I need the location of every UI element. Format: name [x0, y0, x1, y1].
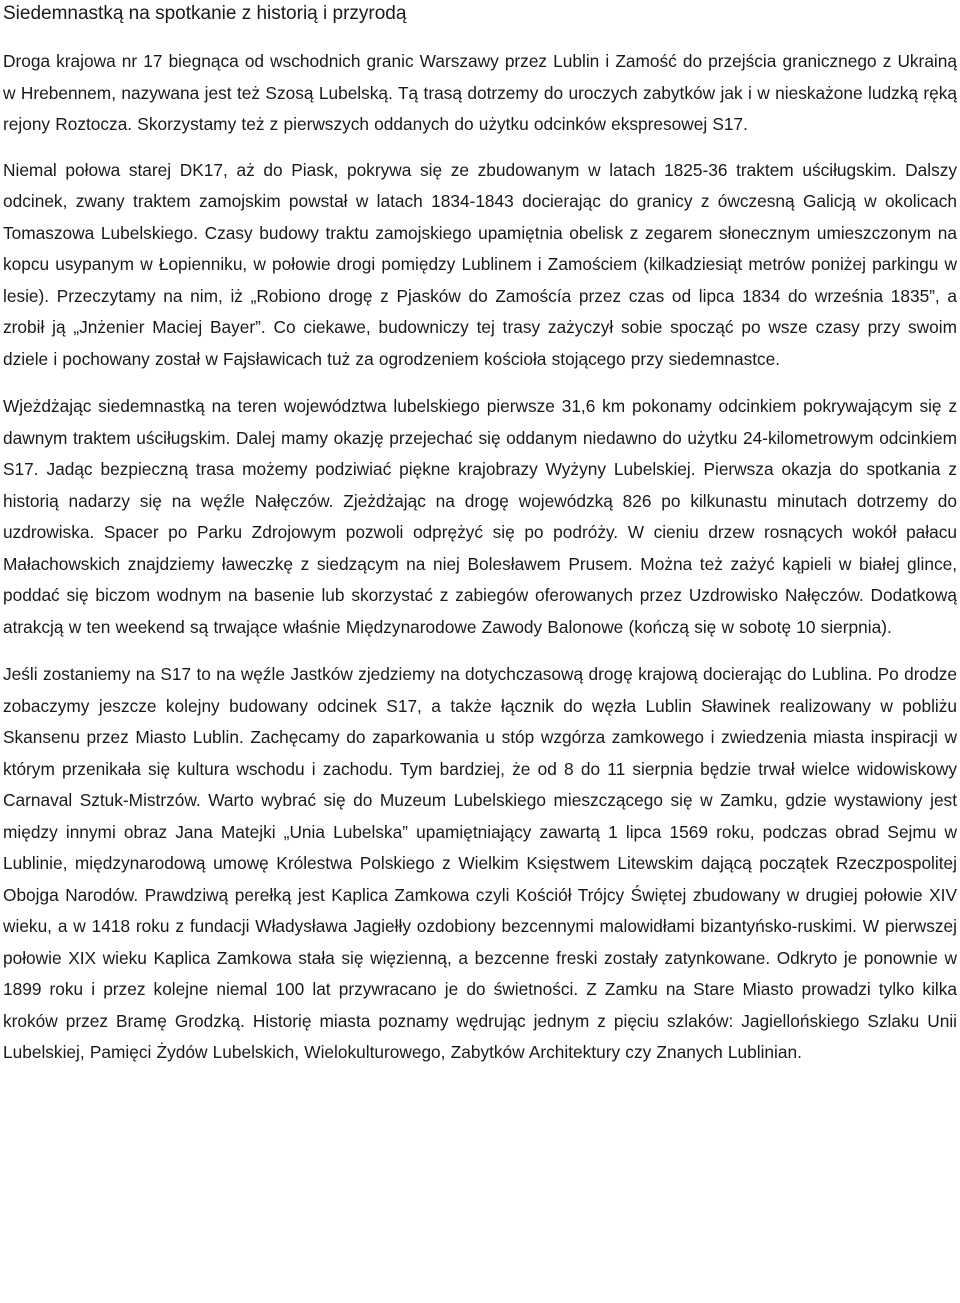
paragraph-2: Niemal połowa starej DK17, aż do Piask, pokrywa się ze zbudowanym w latach 1825-36 traktem uściługskim. Dalszy odcinek, zwany traktem zamojskim powstał w latach 1834-1843 docierając do granicy z ówczesną Galicją w okolicach Tomaszowa Lubelskiego. Czasy budowy traktu zamojskiego upamiętnia obelisk z zegarem słonecznym umieszczonym na kopcu usypanym w Łopienniku, w połowie drogi pomiędzy Lublinem i Zamościem (kilkadziesiąt metrów poniżej parkingu w lesie). Przeczytamy na nim, iż „Robiono drogę z Pjasków do Zamoścía przez czas od lipca 1834 do września 1835”, a zrobił ją „Jnżenier Maciej Bayer”. Co ciekawe, budowniczy tej trasy zażyczył sobie spocząć po wsze czasy przy swoim dziele i pochowany został w Fajsławicach tuż za ogrodzeniem kościoła stojącego przy siedemnastce.: [3, 159, 957, 369]
paragraph-4: Jeśli zostaniemy na S17 to na węźle Jastków zjedziemy na dotychczasową drogę krajową docierając do Lublina. Po drodze zobaczymy jeszcze kolejny budowany odcinek S17, a także łącznik do węzła Lublin Sławinek realizowany w pobliżu Skansenu przez Miasto Lublin. Zachęcamy do zaparkowania u stóp wzgórza zamkowego i zwiedzenia miasta inspiracji w którym przenikała się kultura wschodu i zachodu. Tym bardziej, że od 8 do 11 sierpnia będzie trwał wielce widowiskowy Carnaval Sztuk-Mistrzów. Warto wybrać się do Muzeum Lubelskiego mieszczącego się w Zamku, gdzie wystawiony jest między innymi obraz Jana Matejki „Unia Lubelska” upamiętniający zawartą 1 lipca 1569 roku, podczas obrad Sejmu w Lublinie, międzynarodową umowę Królestwa Polskiego z Wielkim Księstwem Litewskim dającą początek Rzeczpospolitej Obojga Narodów. Prawdziwą perełką jest Kaplica Zamkowa czyli Kościół Trójcy Świętej zbudowany w drugiej połowie XIV wieku, a w 1418 roku z fundacji Władysława Jagiełły ozdobiony bezcennymi malowidłami bizantyńsko-ruskimi. W pierwszej połowie XIX wieku Kaplica Zamkowa stała się więzienną, a bezcenne freski zostały zatynkowane. Odkryto je ponownie w 1899 roku i przez kolejne niemal 100 lat przywracano je do świetności. Z Zamku na Stare Miasto prowadzi tylko kilka kroków przez Bramę Grodzką. Historię miasta poznamy wędrując jednym z pięciu szlaków: Jagiellońskiego Szlaku Unii Lubelskiej, Pamięci Żydów Lubelskich, Wielokulturowego, Zabytków Architektury czy Znanych Lublinian.: [3, 664, 957, 1062]
paragraph-3: Wjeżdżając siedemnastką na teren województwa lubelskiego pierwsze 31,6 km pokonamy odcinkiem pokrywającym się z dawnym traktem uściługskim. Dalej mamy okazję przejechać się oddanym niedawno do użytku 24-kilometrowym odcinkiem S17. Jadąc bezpieczną trasa możemy podziwiać piękne krajobrazy Wyżyny Lubelskiej. Pierwsza okazja do spotkania z historią nadarzy się na węźle Nałęczów. Zjeżdżając na drogę wojewódzką 826 po kilkunastu minutach dotrzemy do uzdrowiska. Spacer po Parku Zdrojowym pozwoli odprężyć się po podróży. W cieniu drzew rosnących wokół pałacu Małachowskich znajdziemy ławeczkę z siedzącym na niej Bolesławem Prusem. Można też zażyć kąpieli w białej glince, poddać się biczom wodnym na basenie lub skorzystać z zabiegów oferowanych przez Uzdrowisko Nałęczów. Dodatkową atrakcją w ten weekend są trwające właśnie Międzynarodowe Zawody Balonowe (kończą się w sobotę 10 sierpnia).: [3, 396, 957, 637]
paragraph-1: Droga krajowa nr 17 biegnąca od wschodnich granic Warszawy przez Lublin i Zamość do przejścia granicznego z Ukrainą w Hrebennem, nazywana jest też Szosą Lubelską. Tą trasą dotrzemy do uroczych zabytków jak i w nieskażone ludzką ręką rejony Roztocza. Skorzystamy też z pierwszych oddanych do użytku odcinków ekspresowej S17.: [3, 51, 957, 134]
document-title: Siedemnastką na spotkanie z historią i przyrodą: [3, 3, 407, 24]
document-page: [3, 0, 957, 1069]
